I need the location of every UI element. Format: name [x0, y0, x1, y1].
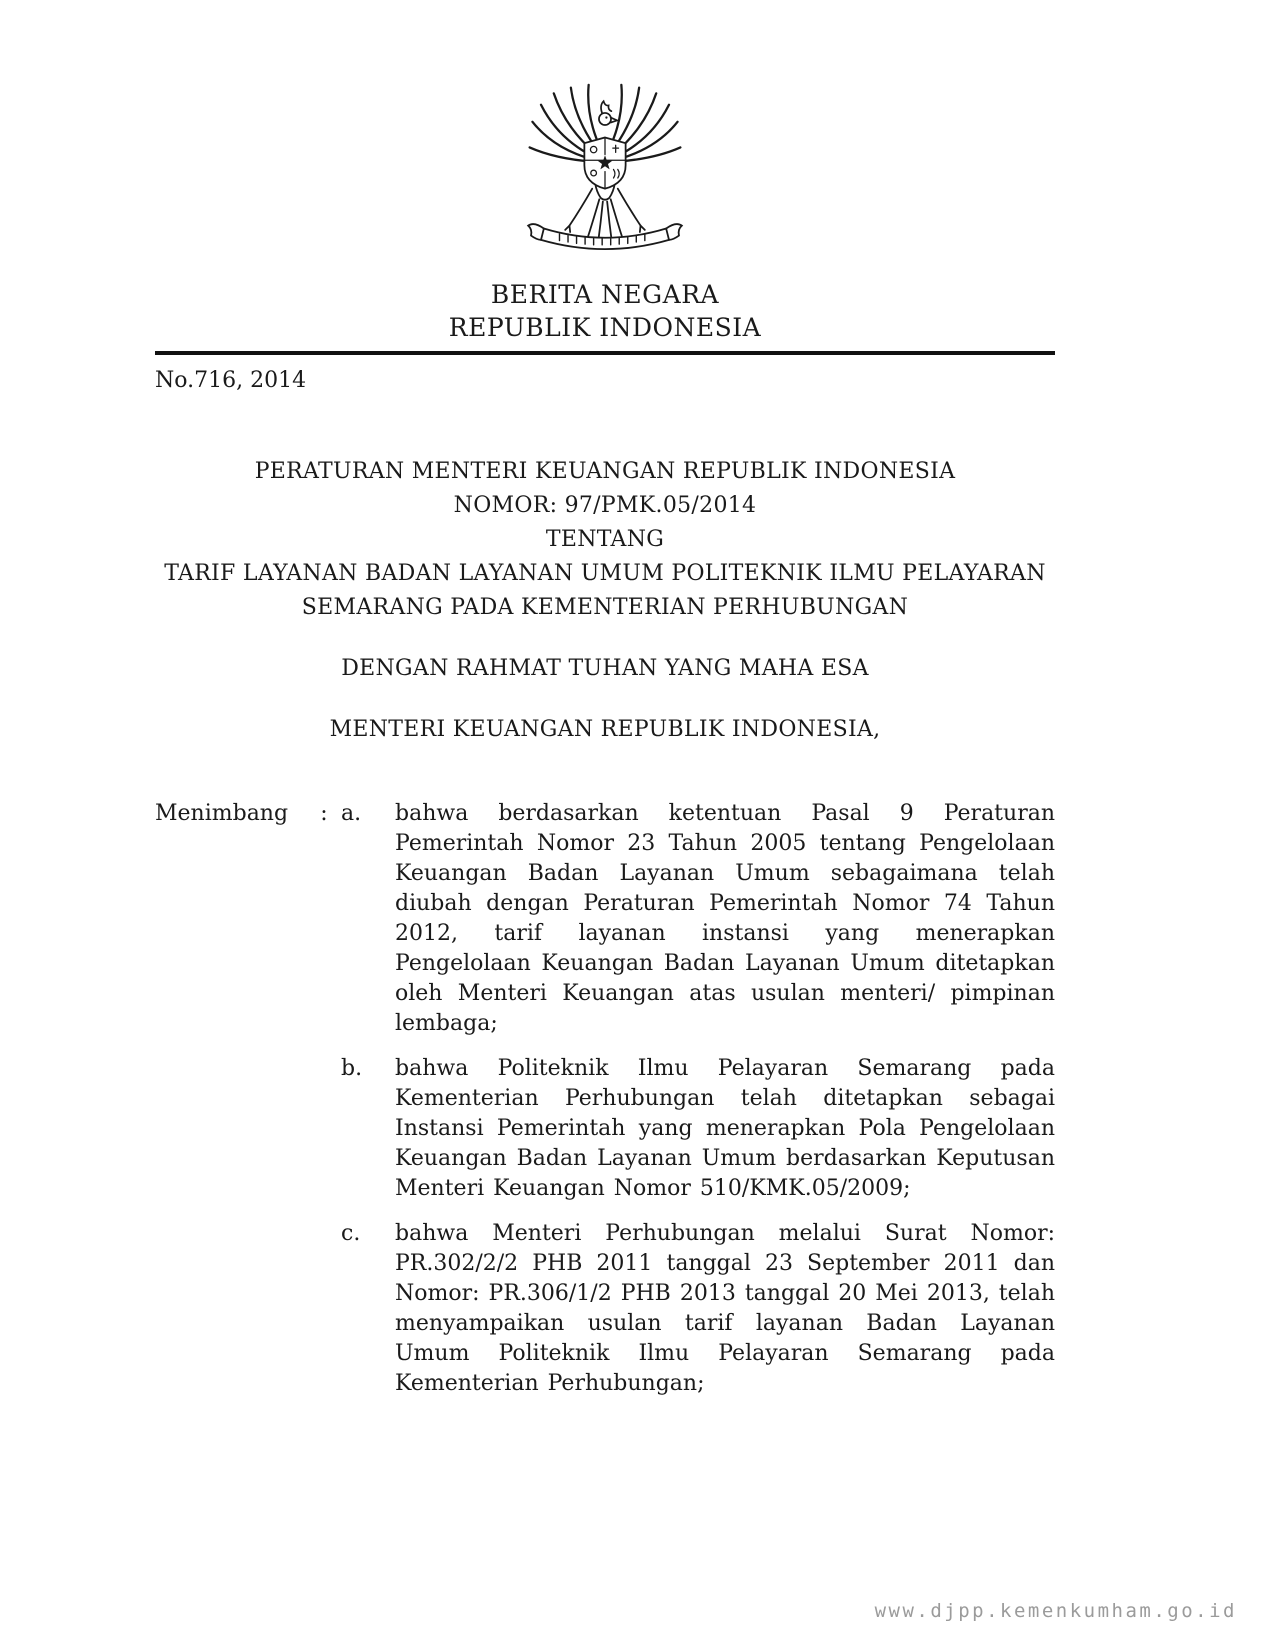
consideration-label-spacer — [155, 1219, 307, 1399]
regulation-title-line: PERATURAN MENTERI KEUANGAN REPUBLIK INDONESIA — [254, 459, 956, 484]
consideration-marker-a: a. — [341, 801, 362, 826]
regulation-number-line: NOMOR: 97/PMK.05/2014 — [453, 493, 757, 518]
garuda-pancasila-emblem-icon — [519, 82, 691, 274]
header-rule — [155, 351, 1055, 355]
consideration-item-b — [155, 1054, 1055, 1204]
consideration-text-c: bahwa Menteri Perhubungan melalui Surat Nomor: PR.302/2/2 PHB 2011 tanggal 23 September 2011 dan Nomor: PR.306/1/2 PHB 2013 tanggal 20 Mei 2013, telah menyampaikan usulan tarif layanan Badan Layanan Umum Politeknik Ilmu Pelayaran Semarang pada Kementerian Perhubungan; — [395, 1221, 1055, 1396]
title-block — [155, 455, 1055, 747]
considerations-section — [155, 799, 1055, 1399]
footer-watermark-url: www.djpp.kemenkumham.go.id — [874, 1600, 1237, 1622]
regulation-tentang-line: TENTANG — [545, 527, 665, 552]
page-content — [155, 0, 1055, 1399]
consideration-item-c — [155, 1219, 1055, 1399]
masthead-line-republik-indonesia: REPUBLIK INDONESIA — [448, 313, 762, 342]
issuing-authority-line: MENTERI KEUANGAN REPUBLIK INDONESIA, — [329, 717, 881, 742]
consideration-label-spacer — [155, 1054, 307, 1204]
masthead-line-berita-negara: BERITA NEGARA — [490, 280, 720, 309]
consideration-colon-spacer — [307, 1054, 341, 1204]
gazette-number: No.716, 2014 — [155, 368, 307, 393]
masthead — [155, 278, 1055, 344]
consideration-marker-c: c. — [341, 1221, 361, 1246]
invocation-line: DENGAN RAHMAT TUHAN YANG MAHA ESA — [341, 656, 869, 681]
consideration-text-a: bahwa berdasarkan ketentuan Pasal 9 Peraturan Pemerintah Nomor 23 Tahun 2005 tentang Pengelolaan Keuangan Badan Layanan Umum sebagaimana telah diubah dengan Peraturan Pemerintah Nomor 74 Tahun 2012, tarif layanan instansi yang menerapkan Pengelolaan Keuangan Badan Layanan Umum ditetapkan oleh Menteri Keuangan atas usulan menteri/ pimpinan lembaga; — [395, 801, 1055, 1036]
regulation-subject-line: TARIF LAYANAN BADAN LAYANAN UMUM POLITEKNIK ILMU PELAYARAN SEMARANG PADA KEMENTERIAN PERHUBUNGAN — [164, 561, 1046, 620]
consideration-colon-spacer — [307, 1219, 341, 1399]
consideration-marker-b: b. — [341, 1056, 363, 1081]
consideration-label: Menimbang — [155, 801, 289, 826]
consideration-item-a — [155, 799, 1055, 1039]
consideration-colon: : — [320, 801, 328, 826]
consideration-text-b: bahwa Politeknik Ilmu Pelayaran Semarang pada Kementerian Perhubungan telah ditetapkan sebagai Instansi Pemerintah yang menerapkan Pola Pengelolaan Keuangan Badan Layanan Umum berdasarkan Keputusan Menteri Keuangan Nomor 510/KMK.05/2009; — [395, 1056, 1055, 1201]
